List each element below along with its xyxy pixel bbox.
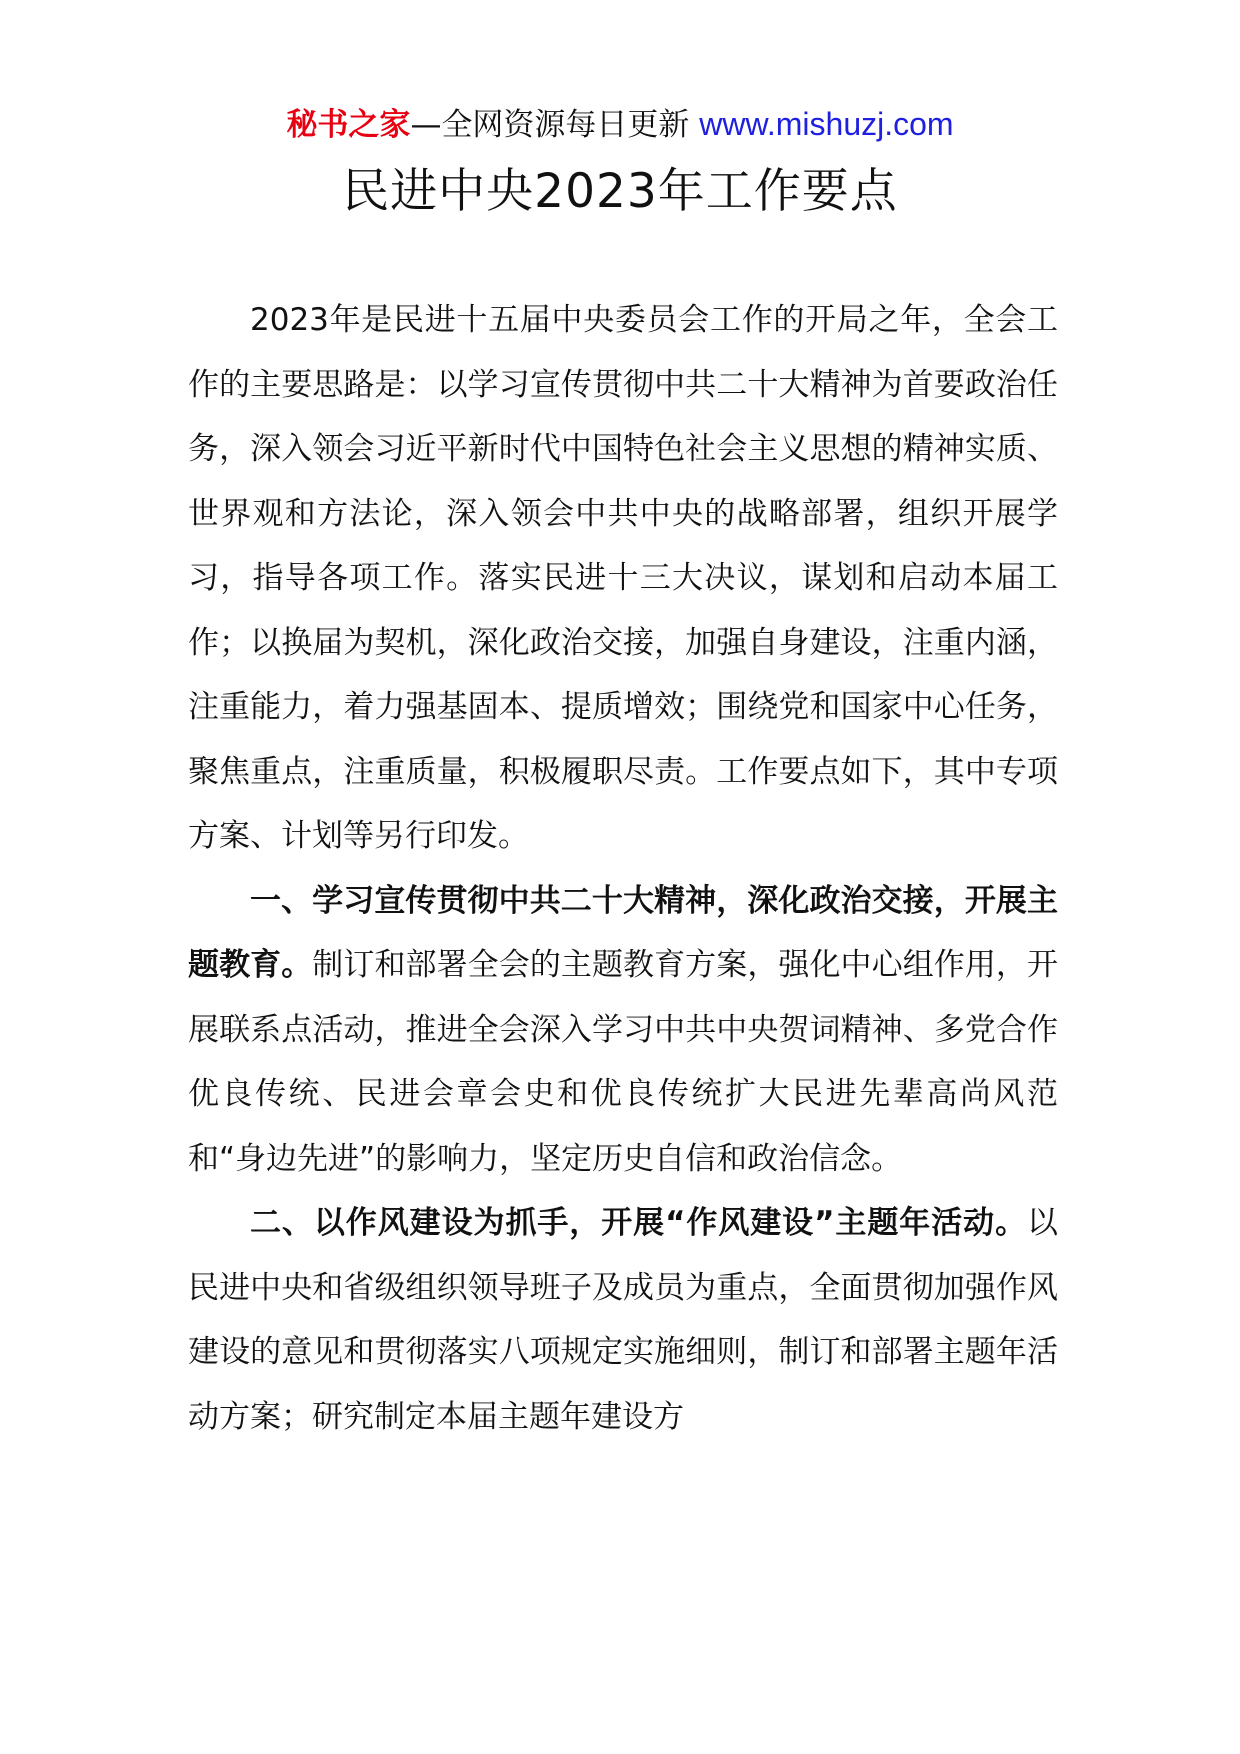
document-title: 民进中央2023年工作要点 (342, 164, 898, 219)
section-1-heading: 一、学习宣传贯彻中共二十大精神，深化政治交接，开展主题教育。 (188, 882, 1058, 983)
section-1-text: 制订和部署全会的主题教育方案，强化中心组作用，开展联系点活动，推进全会深入学习中共中央贺词精神、多党合作优良传统、民进会章会史和优良传统扩大民进先辈高尚风范和“身边先进”的影响力，坚定历史自信和政治信念。 (188, 947, 1058, 1177)
brand-name: 秘书之家 (286, 107, 411, 143)
section-2-text: 以民进中央和省级组织领导班子及成员为重点，全面贯彻加强作风建设的意见和贯彻落实八项规定实施细则，制订和部署主题年活动方案；研究制定本届主题年建设方 (188, 1205, 1058, 1435)
intro-paragraph: 2023年是民进十五届中央委员会工作的开局之年，全会工作的主要思路是：以学习宣传贯彻中共二十大精神为首要政治任务，深入领会习近平新时代中国特色社会主义思想的精神实质、世界观和方法论，深入领会中共中央的战略部署，组织开展学习，指导各项工作。落实民进十三大决议，谋划和启动本届工作；以换届为契机，深化政治交接，加强自身建设，注重内涵，注重能力，着力强基固本、提质增效；围绕党和国家中心任务，聚焦重点，注重质量，积极履职尽责。工作要点如下，其中专项方案、计划等另行印发。 (188, 302, 1058, 854)
section-2-paragraph (188, 1191, 1058, 1449)
header-slogan: —全网资源每日更新 (410, 107, 690, 143)
site-header (0, 102, 1240, 147)
document-body (188, 288, 1058, 1449)
site-url-link[interactable]: www.mishuzj.com (699, 106, 954, 142)
section-2-heading: 二、以作风建设为抓手，开展“作风建设”主题年活动。 (250, 1205, 1027, 1241)
section-1-paragraph (188, 869, 1058, 1192)
